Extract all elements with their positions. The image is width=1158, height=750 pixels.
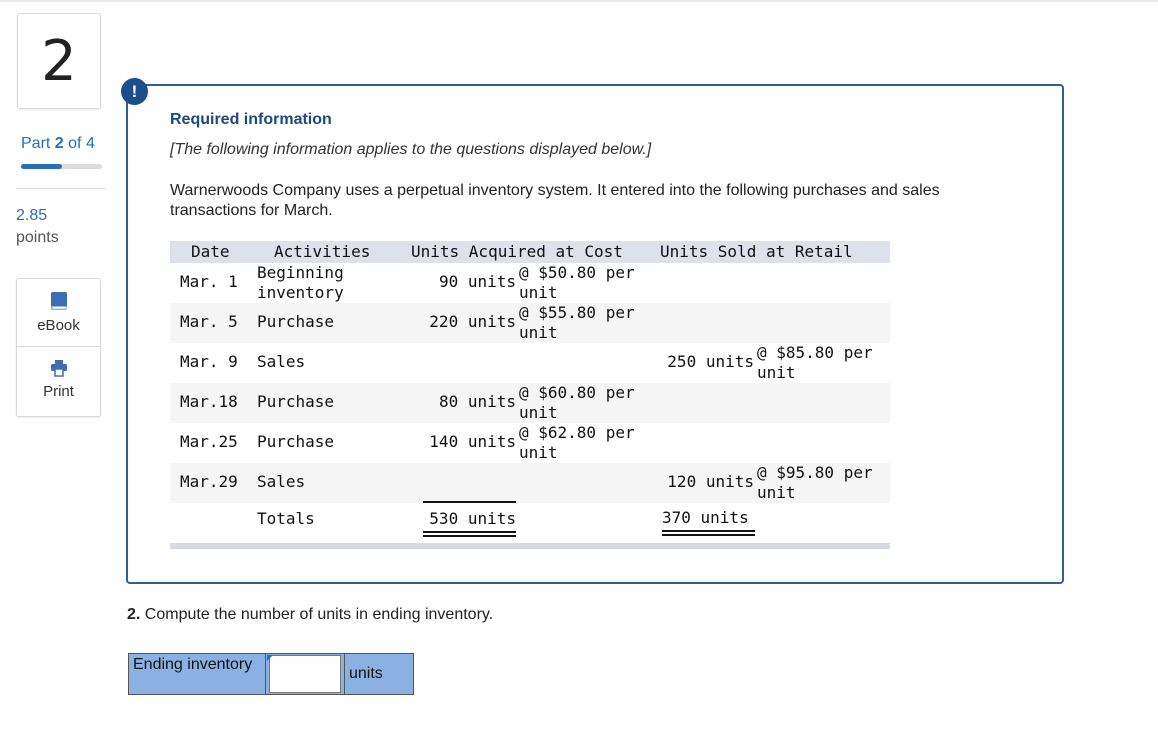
row-sold-price: @ $85.80 per unit <box>757 343 873 382</box>
print-button[interactable] <box>17 347 100 414</box>
row-activity: Sales <box>257 472 306 491</box>
question-number: 2 <box>41 28 77 94</box>
row-activity: Beginning inventory <box>257 263 344 302</box>
table-row <box>170 303 890 343</box>
row-acquired-cost: @ $60.80 per unit <box>519 383 635 422</box>
ebook-label: eBook <box>37 317 80 334</box>
row-acquired-cost: @ $55.80 per unit <box>519 303 635 342</box>
points-indicator <box>16 205 59 249</box>
table-row <box>170 263 890 303</box>
row-sold-price: @ $95.80 per unit <box>757 463 873 502</box>
row-activity: Purchase <box>257 312 335 331</box>
table-row <box>170 343 890 383</box>
ending-inventory-input[interactable] <box>269 655 341 693</box>
top-border <box>0 0 1158 2</box>
points-value: 2.85 <box>16 207 48 224</box>
question-text: Compute the number of units in ending inventory. <box>144 606 494 623</box>
ebook-button[interactable] <box>17 279 100 347</box>
row-activity: Sales <box>257 352 306 371</box>
question-prompt <box>127 606 493 624</box>
part-progress-bar <box>21 164 102 169</box>
sold-total-double-rule <box>662 530 755 536</box>
points-label: points <box>16 229 59 246</box>
problem-intro: Warnerwoods Company uses a perpetual inventory system. It entered into the following purchases and sales transactions for March. <box>170 182 940 219</box>
book-icon <box>50 291 68 311</box>
alert-icon: ! <box>121 78 148 105</box>
input-corner-marker <box>267 655 273 661</box>
row-sold-units: 120 units <box>667 472 754 491</box>
row-date: Mar. 9 <box>180 352 238 371</box>
row-sold-units: 250 units <box>667 352 754 371</box>
ending-inventory-label: Ending inventory <box>128 653 266 695</box>
row-activity: Purchase <box>257 432 335 451</box>
row-acquired-units: 220 units <box>429 312 516 331</box>
answer-row <box>128 653 414 695</box>
inventory-table <box>170 241 890 549</box>
row-acquired-cost: @ $50.80 per unit <box>519 263 635 302</box>
table-row <box>170 423 890 463</box>
table-row <box>170 463 890 503</box>
row-date: Mar. 1 <box>180 272 238 291</box>
tools-panel <box>16 278 101 417</box>
row-activity: Purchase <box>257 392 335 411</box>
header-units-acquired: Units Acquired at Cost <box>411 242 623 261</box>
header-units-sold: Units Sold at Retail <box>660 242 853 261</box>
totals-label: Totals <box>257 509 315 528</box>
part-prefix: Part <box>21 135 51 152</box>
sold-total: 370 units <box>662 508 749 527</box>
row-acquired-units: 140 units <box>429 432 516 451</box>
acquired-total-double-rule <box>423 531 516 537</box>
print-label: Print <box>43 383 74 400</box>
row-date: Mar. 5 <box>180 312 238 331</box>
question-part-number: 2. <box>127 606 141 623</box>
header-activities: Activities <box>274 242 371 261</box>
part-progress-fill <box>21 164 62 169</box>
acquired-subtotal-rule <box>423 501 516 503</box>
part-indicator <box>21 135 95 153</box>
header-date: Date <box>191 242 230 261</box>
answer-input-cell <box>266 653 344 695</box>
table-bottom-bar <box>170 543 890 549</box>
question-number-box <box>17 13 101 109</box>
table-row <box>170 383 890 423</box>
row-acquired-units: 90 units <box>438 272 516 291</box>
row-date: Mar.29 <box>180 472 238 491</box>
row-acquired-cost: @ $62.80 per unit <box>519 423 635 462</box>
rail-divider <box>16 188 106 189</box>
required-information-title: Required information <box>170 111 332 128</box>
table-header <box>170 241 890 263</box>
row-date: Mar.18 <box>180 392 238 411</box>
row-acquired-units: 80 units <box>438 392 516 411</box>
answer-unit-label: units <box>344 653 414 695</box>
row-date: Mar.25 <box>180 432 238 451</box>
required-information-note: [The following information applies to the questions displayed below.] <box>170 141 652 158</box>
part-current: 2 <box>54 135 64 152</box>
acquired-total: 530 units <box>429 509 516 528</box>
printer-icon <box>50 359 68 377</box>
part-total: of 4 <box>68 135 95 152</box>
totals-row <box>170 503 890 543</box>
